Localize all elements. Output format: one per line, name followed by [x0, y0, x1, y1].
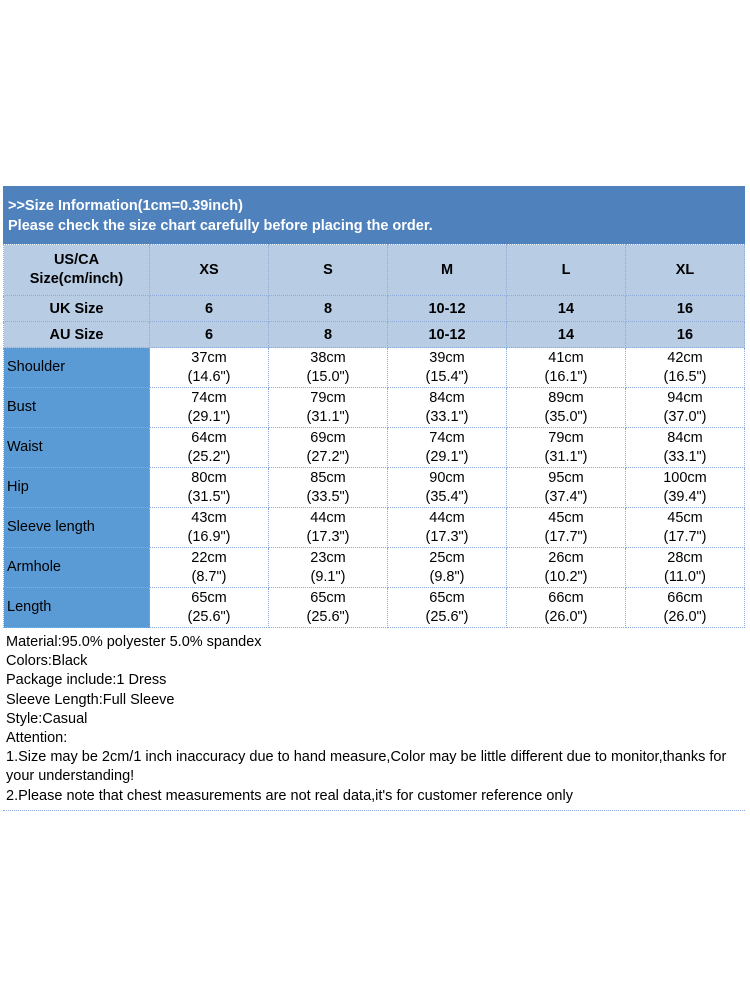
measurement-cell [507, 508, 626, 548]
measurement-inch: (15.0") [306, 368, 350, 385]
measurement-row-sleeve-length [4, 508, 745, 548]
measurement-cell [507, 548, 626, 588]
measurement-inch: (25.6") [306, 608, 350, 625]
us-size-s: S [269, 245, 388, 296]
measurement-cm: 95cm [548, 469, 584, 486]
measurement-label: Bust [4, 388, 150, 428]
measurement-cm: 65cm [191, 589, 227, 606]
measurement-inch: (17.7") [544, 528, 588, 545]
au-size-value: 16 [626, 322, 745, 348]
measurement-cm: 100cm [663, 469, 707, 486]
measurement-inch: (26.0") [544, 608, 588, 625]
measurement-cm: 66cm [548, 589, 584, 606]
measurement-cell [388, 588, 507, 628]
measurement-cm: 64cm [191, 429, 227, 446]
uk-size-value: 16 [626, 296, 745, 322]
measurement-cell [269, 388, 388, 428]
measurement-cm: 66cm [667, 589, 703, 606]
measurement-cm: 84cm [429, 389, 465, 406]
measurement-label: Hip [4, 468, 150, 508]
au-size-value: 8 [269, 322, 388, 348]
measurement-label: Length [4, 588, 150, 628]
au-size-value: 10-12 [388, 322, 507, 348]
measurement-cm: 80cm [191, 469, 227, 486]
measurement-cell [626, 588, 745, 628]
measurement-cm: 39cm [429, 349, 465, 366]
note-line: Sleeve Length:Full Sleeve [6, 691, 175, 708]
measurement-cm: 44cm [429, 509, 465, 526]
size-info-banner [3, 186, 745, 244]
measurement-cell [388, 428, 507, 468]
measurement-inch: (17.3") [306, 528, 350, 545]
uk-size-value: 10-12 [388, 296, 507, 322]
measurement-row-armhole [4, 548, 745, 588]
measurement-cm: 89cm [548, 389, 584, 406]
measurement-cell [269, 348, 388, 388]
measurement-inch: (37.4") [544, 488, 588, 505]
measurement-cell [388, 468, 507, 508]
measurement-cell [626, 388, 745, 428]
measurement-cm: 85cm [310, 469, 346, 486]
measurement-row-shoulder [4, 348, 745, 388]
measurement-cm: 74cm [429, 429, 465, 446]
measurement-cm: 28cm [667, 549, 703, 566]
measurement-cell [626, 468, 745, 508]
corner-header-unit: Size(cm/inch) [29, 271, 124, 287]
measurement-inch: (17.3") [425, 528, 469, 545]
measurement-inch: (16.1") [544, 368, 588, 385]
size-info-title: >>Size Information(1cm=0.39inch) [8, 198, 243, 214]
measurement-cm: 65cm [310, 589, 346, 606]
uk-size-value: 6 [150, 296, 269, 322]
measurement-cell [150, 348, 269, 388]
measurement-cell [150, 428, 269, 468]
measurement-cell [150, 548, 269, 588]
au-size-label: AU Size [4, 322, 150, 348]
measurement-cm: 43cm [191, 509, 227, 526]
measurement-cm: 38cm [310, 349, 346, 366]
measurement-cm: 23cm [310, 549, 346, 566]
measurement-row-hip [4, 468, 745, 508]
measurement-inch: (39.4") [663, 488, 707, 505]
measurement-cell [150, 468, 269, 508]
size-info-instruction: Please check the size chart carefully before placing the order. [8, 218, 433, 234]
note-line: Package include:1 Dress [6, 672, 167, 689]
measurement-inch: (27.2") [306, 448, 350, 465]
measurement-cm: 45cm [548, 509, 584, 526]
note-line: Attention: [6, 730, 68, 747]
us-size-xs: XS [150, 245, 269, 296]
measurement-inch: (35.4") [425, 488, 469, 505]
us-size-l: L [507, 245, 626, 296]
measurement-inch: (15.4") [425, 368, 469, 385]
measurement-label: Shoulder [4, 348, 150, 388]
measurement-cell [507, 388, 626, 428]
measurement-cell [269, 588, 388, 628]
measurement-cell [269, 548, 388, 588]
uk-size-row [4, 296, 745, 322]
measurement-inch: (16.9") [187, 528, 231, 545]
measurement-cell [626, 428, 745, 468]
measurement-cell [388, 548, 507, 588]
uk-size-value: 14 [507, 296, 626, 322]
measurement-inch: (31.1") [306, 408, 350, 425]
measurement-row-length [4, 588, 745, 628]
uk-size-value: 8 [269, 296, 388, 322]
size-chart-sheet [3, 186, 745, 811]
au-size-row [4, 322, 745, 348]
measurement-cell [269, 508, 388, 548]
uk-size-label: UK Size [4, 296, 150, 322]
measurement-cell [269, 468, 388, 508]
measurement-cell [626, 348, 745, 388]
measurement-cell [507, 348, 626, 388]
measurement-inch: (17.7") [663, 528, 707, 545]
measurement-cell [388, 388, 507, 428]
measurement-cell [150, 588, 269, 628]
measurement-cm: 25cm [429, 549, 465, 566]
measurement-rows [4, 348, 745, 628]
measurement-cm: 45cm [667, 509, 703, 526]
measurement-inch: (14.6") [187, 368, 231, 385]
measurement-cm: 37cm [191, 349, 227, 366]
measurement-label: Waist [4, 428, 150, 468]
measurement-inch: (31.1") [544, 448, 588, 465]
au-size-value: 14 [507, 322, 626, 348]
measurement-inch: (25.2") [187, 448, 231, 465]
measurement-cell [626, 508, 745, 548]
measurement-cell [507, 468, 626, 508]
measurement-cell [150, 388, 269, 428]
measurement-cm: 79cm [310, 389, 346, 406]
measurement-inch: (33.5") [306, 488, 350, 505]
measurement-cell [269, 428, 388, 468]
measurement-cell [388, 348, 507, 388]
measurement-label: Armhole [4, 548, 150, 588]
corner-header-region: US/CA [53, 252, 100, 268]
measurement-cm: 90cm [429, 469, 465, 486]
measurement-cell [388, 508, 507, 548]
measurement-inch: (11.0") [664, 568, 706, 585]
corner-header-cell [4, 245, 150, 296]
measurement-inch: (33.1") [425, 408, 469, 425]
measurement-cm: 44cm [310, 509, 346, 526]
measurement-inch: (8.7") [191, 568, 227, 585]
measurement-label: Sleeve length [4, 508, 150, 548]
measurement-inch: (33.1") [663, 448, 707, 465]
measurement-inch: (31.5") [187, 488, 231, 505]
measurement-cell [626, 548, 745, 588]
measurement-inch: (10.2") [544, 568, 588, 585]
measurement-inch: (9.8") [429, 568, 465, 585]
measurement-cell [507, 428, 626, 468]
note-line: Style:Casual [6, 710, 88, 727]
measurement-row-bust [4, 388, 745, 428]
note-line: Colors:Black [6, 653, 88, 670]
measurement-row-waist [4, 428, 745, 468]
measurement-cm: 79cm [548, 429, 584, 446]
us-size-header-row [4, 245, 745, 296]
au-size-value: 6 [150, 322, 269, 348]
measurement-cm: 69cm [310, 429, 346, 446]
measurement-inch: (29.1") [187, 408, 231, 425]
measurement-cm: 84cm [667, 429, 703, 446]
measurement-inch: (26.0") [663, 608, 707, 625]
measurement-cm: 42cm [667, 349, 703, 366]
measurement-cm: 94cm [667, 389, 703, 406]
measurement-cm: 26cm [548, 549, 584, 566]
measurement-inch: (25.6") [425, 608, 469, 625]
us-size-m: M [388, 245, 507, 296]
measurement-inch: (16.5") [663, 368, 707, 385]
size-table [3, 244, 745, 628]
measurement-cell [150, 508, 269, 548]
note-line: Material:95.0% polyester 5.0% spandex [6, 634, 262, 650]
product-notes [3, 628, 745, 811]
measurement-inch: (29.1") [425, 448, 469, 465]
measurement-cm: 22cm [191, 549, 227, 566]
measurement-cm: 41cm [548, 349, 584, 366]
measurement-cm: 65cm [429, 589, 465, 606]
measurement-cell [507, 588, 626, 628]
measurement-inch: (9.1") [310, 568, 346, 585]
measurement-inch: (25.6") [187, 608, 231, 625]
measurement-cm: 74cm [191, 389, 227, 406]
note-line: 2.Please note that chest measurements are not real data,it's for customer reference only [6, 787, 573, 804]
measurement-inch: (37.0") [663, 408, 707, 425]
note-line: 1.Size may be 2cm/1 inch inaccuracy due to hand measure,Color may be little different due to monitor,thanks for your understanding! [6, 749, 727, 785]
us-size-xl: XL [626, 245, 745, 296]
measurement-inch: (35.0") [544, 408, 588, 425]
